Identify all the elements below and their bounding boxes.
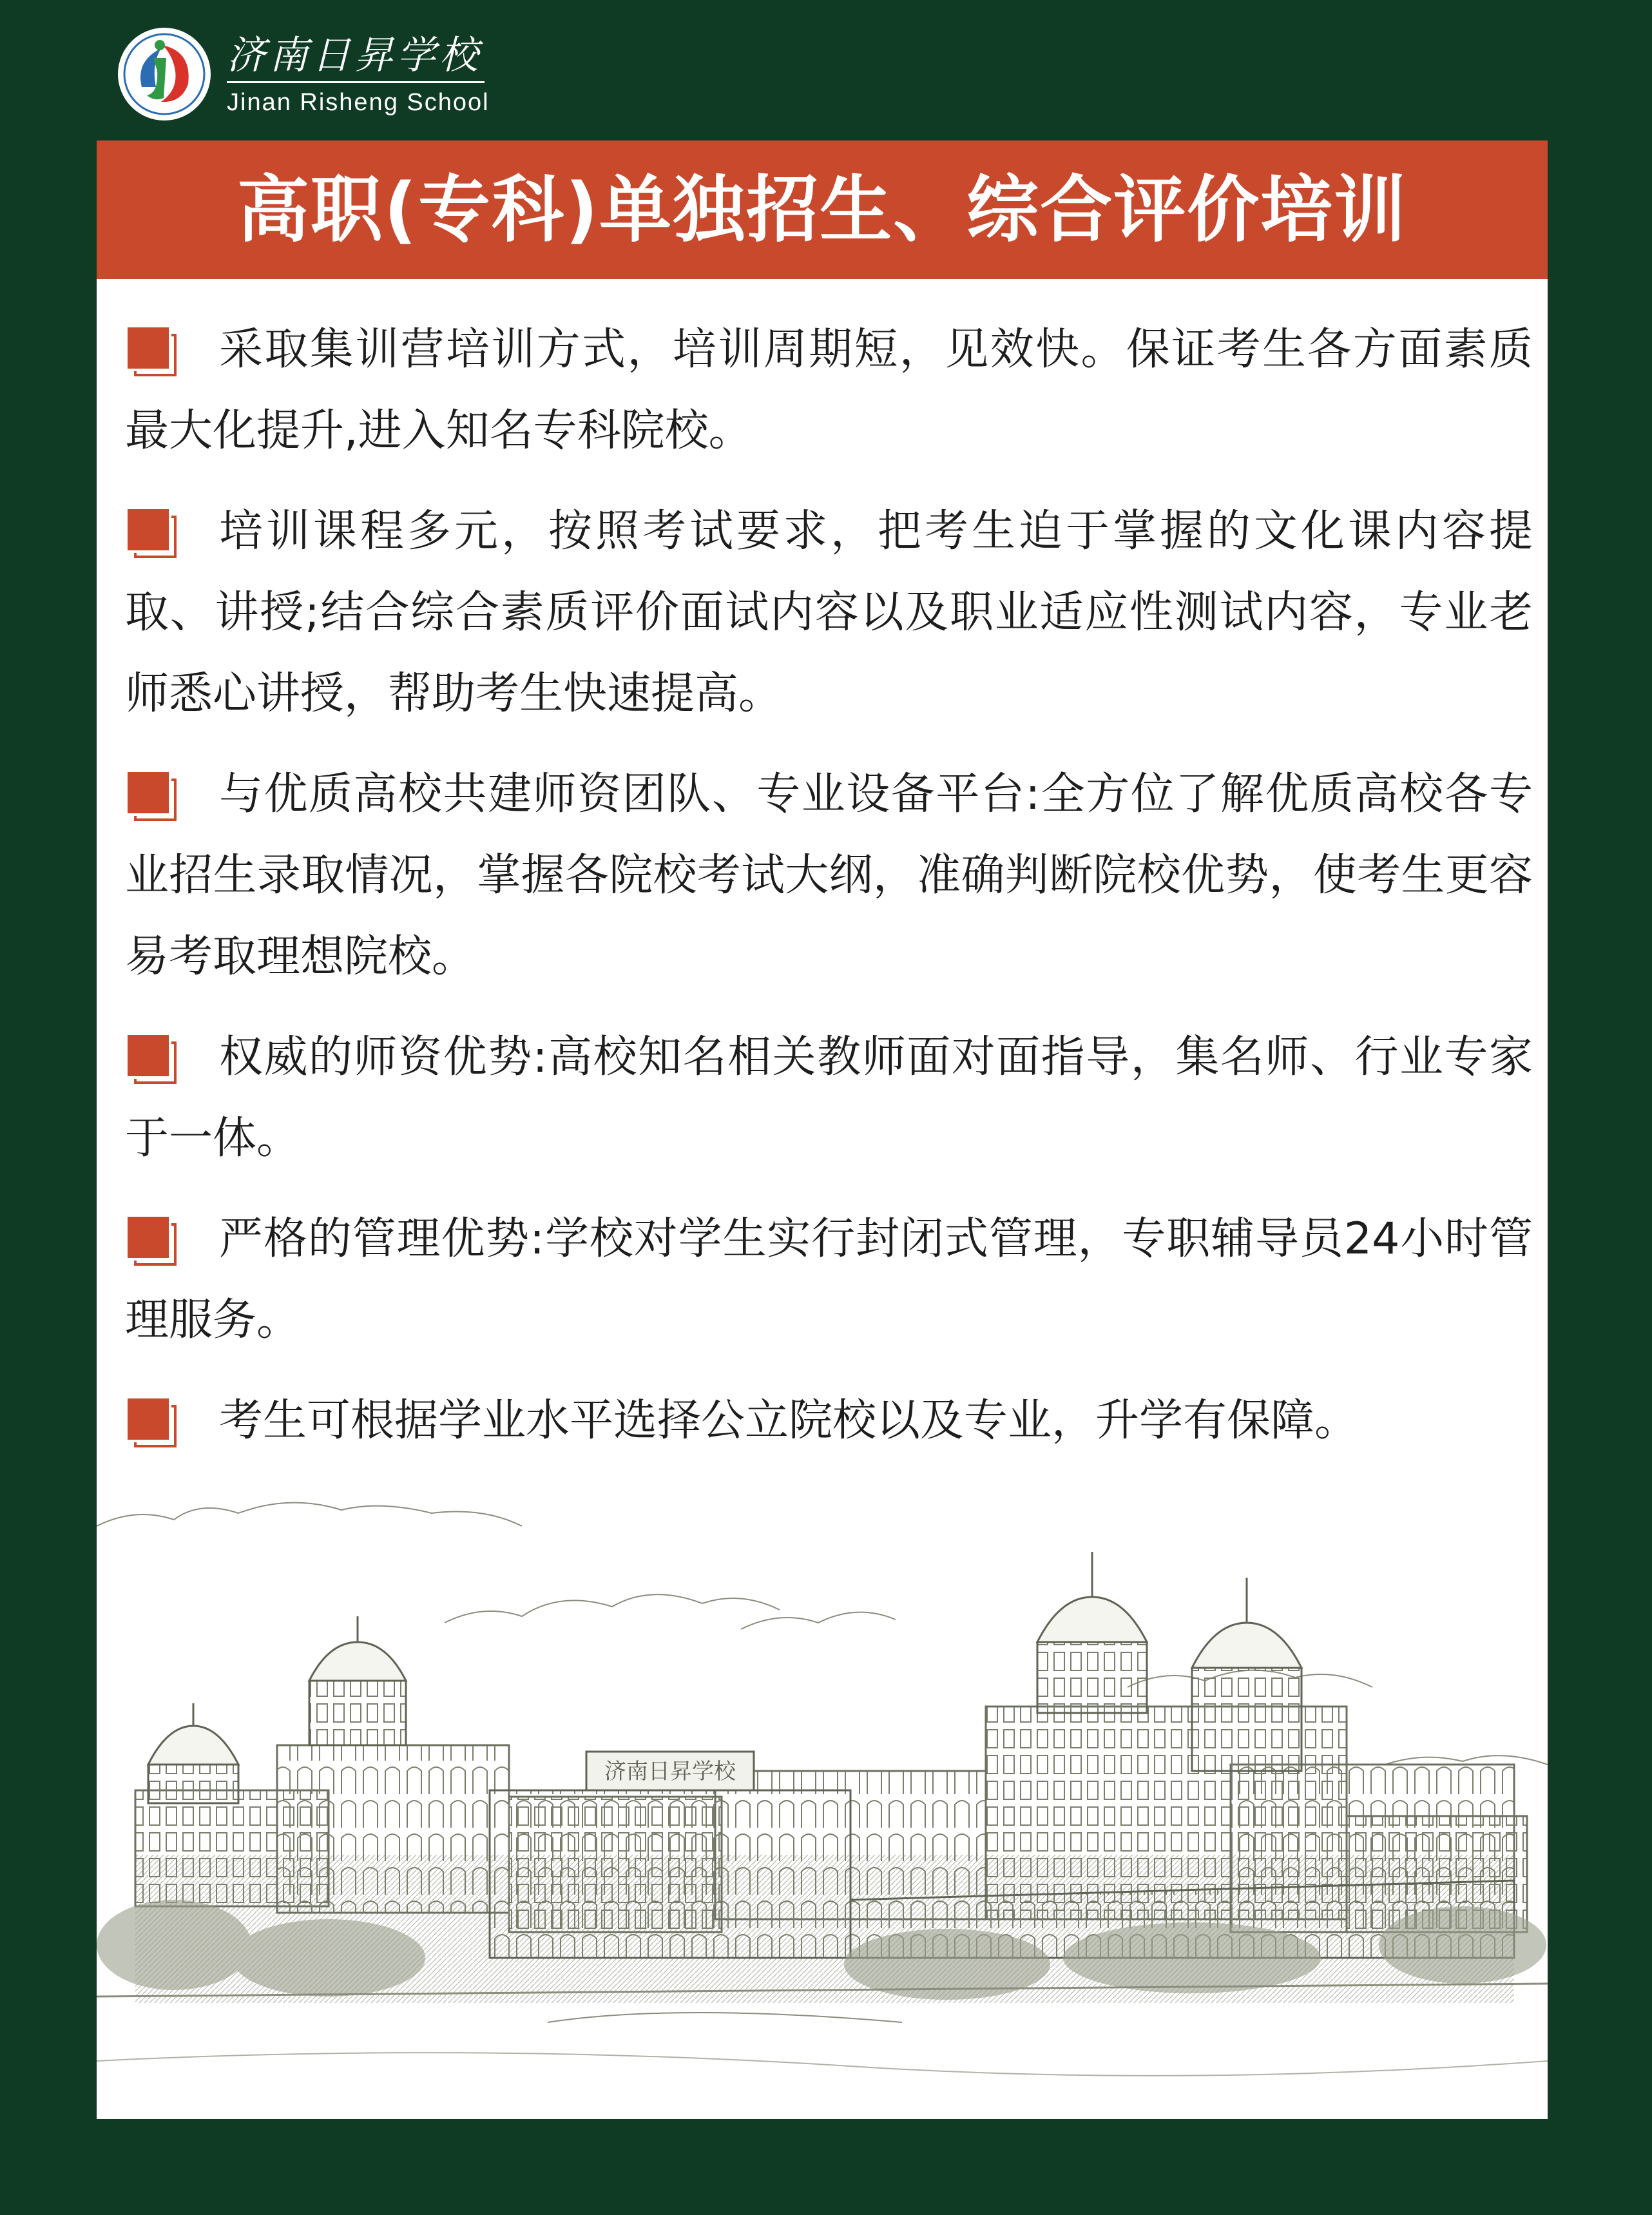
list-item-text: 考生可根据学业水平选择公立院校以及专业，升学有保障。 [219, 1395, 1359, 1446]
page-title: 高职(专科)单独招生、综合评价培训 [236, 168, 1408, 252]
list-item [125, 491, 1533, 735]
list-item [125, 754, 1533, 998]
list-item-text: 严格的管理优势:学校对学生实行封闭式管理，专职辅导员24小时管理服务。 [125, 1214, 1533, 1346]
title-banner [97, 140, 1548, 279]
list-item-text: 与优质高校共建师资团队、专业设备平台:全方位了解优质高校各专业招生录取情况，掌握各院校考试大纲，准确判断院校优势，使考生更容易考取理想院校。 [125, 769, 1533, 982]
square-bullet-icon [125, 325, 179, 379]
square-bullet-icon [125, 1396, 179, 1450]
campus-building-sketch [97, 1494, 1548, 2119]
school-name-english: Jinan Risheng School [227, 88, 490, 116]
list-item [125, 1017, 1533, 1179]
building-sign: 济南日昇学校 [604, 1759, 736, 1785]
school-name-chinese: 济南日昇学校 [227, 32, 482, 78]
square-bullet-icon [125, 507, 179, 561]
list-item-text: 培训课程多元，按照考试要求，把考生迫于掌握的文化课内容提取、讲授;结合综合素质评价面试内容以及职业适应性测试内容，专业老师悉心讲授，帮助考生快速提高。 [125, 506, 1533, 719]
school-emblem-icon [116, 26, 213, 122]
square-bullet-icon [125, 1032, 179, 1087]
list-item [125, 309, 1533, 472]
square-bullet-icon [125, 769, 179, 824]
logo-divider [227, 81, 485, 83]
square-bullet-icon [125, 1214, 179, 1268]
feature-list [125, 309, 1533, 1481]
list-item-text: 权威的师资优势:高校知名相关教师面对面指导，集名师、行业专家于一体。 [125, 1032, 1533, 1164]
list-item [125, 1380, 1533, 1462]
list-item [125, 1199, 1533, 1361]
list-item-text: 采取集训营培训方式，培训周期短，见效快。保证考生各方面素质最大化提升,进入知名专科院校。 [125, 324, 1533, 456]
school-logo [116, 26, 490, 122]
content-panel [97, 140, 1548, 2119]
